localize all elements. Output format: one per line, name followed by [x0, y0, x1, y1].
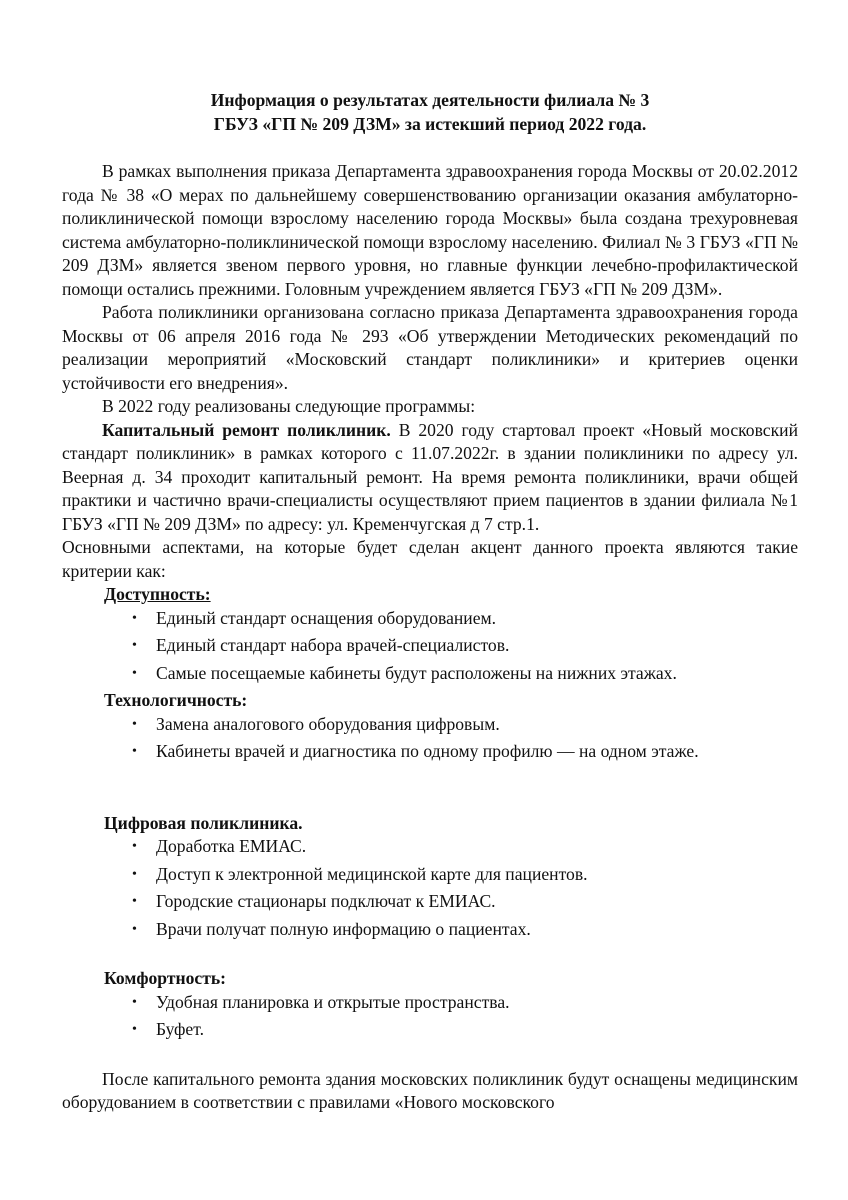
paragraph-aspects: Основными аспектами, на которые будет сделан акцент данного проекта являются такие критерии как: — [62, 537, 798, 581]
bullet-icon: • — [132, 716, 137, 732]
paragraph-programs-intro: В 2022 году реализованы следующие программы: — [102, 396, 476, 416]
bullet-icon: • — [132, 744, 137, 759]
paragraph-organization: Работа поликлиники организована согласно приказа Департамента здравоохранения города Москвы от 06 апреля 2016 года № 293 «Об утверждении Методических рекомендаций по реализации мероприятий «Московский стандарт поликлиники» и критериев оценки устойчивости его внедрения». — [62, 302, 798, 393]
list-item: • Кабинеты врачей и диагностика по одному профилю — на одном этаже. — [130, 740, 798, 764]
list-digital — [62, 835, 798, 941]
section-heading-technology: Технологичность: — [104, 690, 248, 710]
title-line-2: ГБУЗ «ГП № 209 ДЗМ» за истекший период 2022 года. — [213, 113, 647, 134]
bullet-icon: • — [132, 894, 137, 909]
section-heading-comfort: Комфортность: — [104, 968, 227, 988]
bullet-icon: • — [132, 839, 137, 854]
list-item: • Врачи получат полную информацию о пациентах. — [130, 918, 798, 942]
document-page — [62, 89, 798, 1115]
list-technology — [62, 713, 798, 764]
bullet-icon: • — [132, 866, 137, 882]
list-item: • Городские стационары подключат к ЕМИАС. — [130, 890, 798, 914]
list-item: • Удобная планировка и открытые пространства. — [130, 991, 798, 1015]
bullet-icon: • — [132, 665, 137, 681]
section-heading-digital: Цифровая поликлиника. — [104, 812, 303, 833]
paragraph-final: После капитального ремонта здания московских поликлиник будут оснащены медицинским оборудованием в соответствии с правилами «Нового московского — [62, 1068, 798, 1112]
capital-repair-text: В 2020 году стартовал проект «Новый московский стандарт поликлиник» в рамках которого с 11.07.2022г. в здании поликлиники по адресу ул. Веерная д. 34 проходит капитальный ремонт. На время ремонта поликлиники, врачи общей практики и частично врачи-специалисты осуществляют прием пациентов в здании филиала №1 ГБУЗ «ГП № 209 ДЗМ» по адресу: ул. Кременчугская д 7 стр.1. — [62, 419, 798, 534]
title-line-1: Информация о результатах деятельности филиала № 3 — [210, 90, 650, 110]
bullet-icon: • — [132, 610, 137, 626]
list-item: • Замена аналогового оборудования цифровым. — [130, 713, 798, 737]
section-heading-accessibility: Доступность: — [104, 584, 211, 604]
list-item: • Единый стандарт набора врачей-специалистов. — [130, 634, 798, 658]
list-item: • Доступ к электронной медицинской карте для пациентов. — [130, 863, 798, 887]
list-item: • Буфет. — [130, 1018, 798, 1042]
list-item: • Единый стандарт оснащения оборудованием. — [130, 607, 798, 631]
document-title — [62, 89, 798, 136]
paragraph-capital-repair — [62, 419, 798, 537]
list-item: • Доработка ЕМИАС. — [130, 835, 798, 859]
list-item: • Самые посещаемые кабинеты будут расположены на нижних этажах. — [130, 662, 798, 686]
bullet-icon: • — [132, 994, 137, 1010]
list-accessibility — [62, 607, 798, 686]
bullet-icon: • — [132, 921, 137, 937]
bullet-icon: • — [132, 638, 137, 653]
capital-repair-heading: Капитальный ремонт поликлиник. — [102, 419, 391, 440]
list-comfort — [62, 991, 798, 1042]
bullet-icon: • — [132, 1022, 137, 1037]
paragraph-intro: В рамках выполнения приказа Департамента здравоохранения города Москвы от 20.02.2012 года № 38 «О мерах по дальнейшему совершенствованию организации оказания амбулаторно-поликлинической помощи взрослому населению города Москвы» была создана трехуровневая система амбулаторно-поликлинической помощи взрослому населению. Филиал № 3 ГБУЗ «ГП № 209 ДЗМ» является звеном первого уровня, но главные функции лечебно-профилактической помощи остались прежними. Головным учреждением является ГБУЗ «ГП № 209 ДЗМ». — [62, 161, 798, 299]
